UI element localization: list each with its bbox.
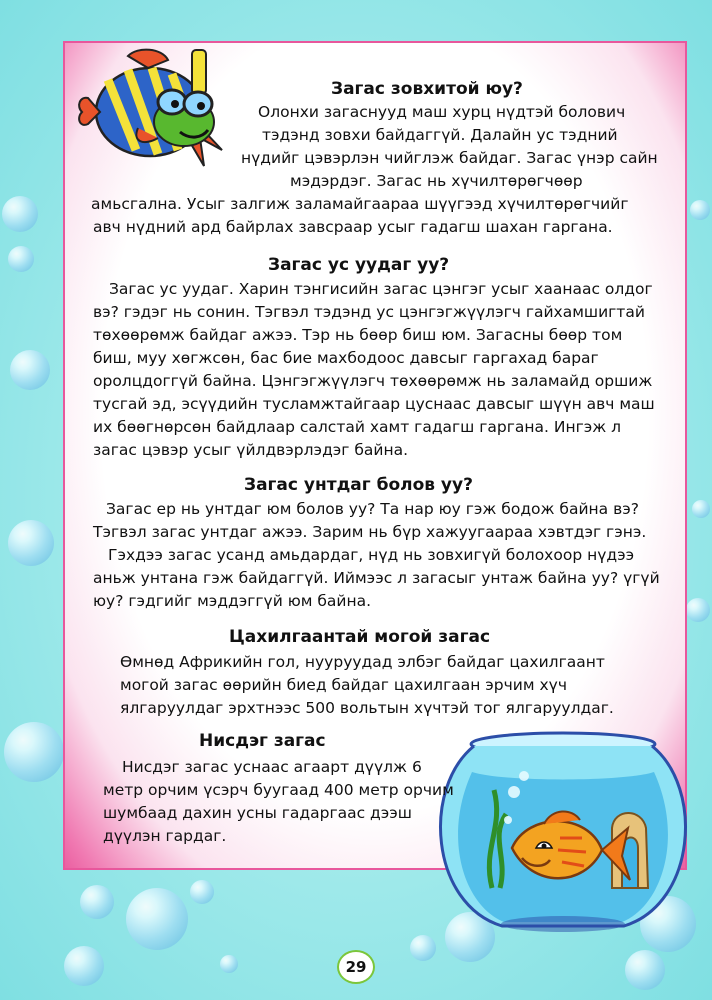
paragraph-line: шумбаад дахин усны гадаргаас дээш [103,804,412,822]
paragraph-line: амьсгална. Усыг залгиж заламайгаараа шүүгээд хүчилтөрөгчийг [91,195,629,213]
paragraph-line: Загас ер нь унтдаг юм болов уу? Та нар юу гэж бодож байна вэ? [106,500,639,518]
section-title-sleeping: Загас унтдаг болов уу? [244,475,473,495]
paragraph-line: загас цэвэр усыг үйлдвэрлэдэг байна. [93,441,409,459]
paragraph-line: тусгай эд, эсүүдийн тусламжтайгаар цуснаас давсыг шүүн авч маш [93,395,655,413]
paragraph-line: тэдэнд зовхи байдаггүй. Далайн ус тэдний [262,126,618,144]
paragraph-line: Өмнөд Африкийн гол, нууруудад элбэг байдаг цахилгаант [120,653,605,671]
paragraph-line: төхөөрөмж байдаг ажээ. Тэр нь бөөр биш юм. Загасны бөөр том [93,326,623,344]
paragraph-line: их бөөгнөрсөн байдлаар салстай хамт гадагш гаргана. Ингэж л [93,418,622,436]
section-title-flying-fish: Нисдэг загас [199,731,326,751]
paragraph-line: оролцдоггүй байна. Цэнгэгжүүлэгч төхөөрөмж нь заламайд оршиж [93,372,653,390]
paragraph-line: вэ? гэдэг нь сонин. Тэгвэл тэдэнд ус цэнгэгжүүлэгч гайхамшигтай [93,303,645,321]
page-number: 29 [337,950,375,984]
paragraph-line: могой загас өөрийн биед байдаг цахилгаан эрчим хүч [120,676,567,694]
paragraph-line: Олонхи загаснууд маш хурц нүдтэй болович [258,103,626,121]
paragraph-line: Нисдэг загас уснаас агаарт дүүлж 6 [122,758,422,776]
paragraph-line: мэдэрдэг. Загас нь хүчилтөрөгчөөр [290,172,583,190]
paragraph-line: биш, муу хөгжсөн, бас бие махбодоос давсыг гаргахад бараг [93,349,599,367]
paragraph-line: дүүлэн гардаг. [103,827,227,845]
paragraph-line: нүдийг цэвэрлэн чийглэж байдаг. Загас үнэр сайн [241,149,658,167]
section-title-drinking: Загас ус уудаг уу? [268,255,450,275]
section-title-eyelids: Загас зовхитой юу? [331,79,523,99]
paragraph-line: Тэгвэл загас унтдаг ажээ. Зарим нь бүр хажуугаараа хэвтдэг гэнэ. [93,523,647,541]
section-title-electric-eel: Цахилгаантай могой загас [229,627,491,647]
paragraph-line: юу? гэдгийг мэддэггүй юм байна. [93,592,372,610]
paragraph-line: Гэхдээ загас усанд амьдардаг, нүд нь зовхигүй болохоор нүдээ [108,546,635,564]
paragraph-line: Загас ус уудаг. Харин тэнгисийн загас цэнгэг усыг хаанаас олдог [109,280,653,298]
paragraph-line: метр орчим үсэрч буугаад 400 метр орчим [103,781,454,799]
paragraph-line: ялгаруулдаг эрхтнээс 500 вольтын хүчтэй тог ялгаруулдаг. [120,699,614,717]
paragraph-line: авч нүдний ард байрлах завсраар усыг гадагш шахан гаргана. [93,218,613,236]
paragraph-line: аньж унтана гэж байдаггүй. Иймээс л загасыг унтаж байна уу? үгүй [93,569,660,587]
